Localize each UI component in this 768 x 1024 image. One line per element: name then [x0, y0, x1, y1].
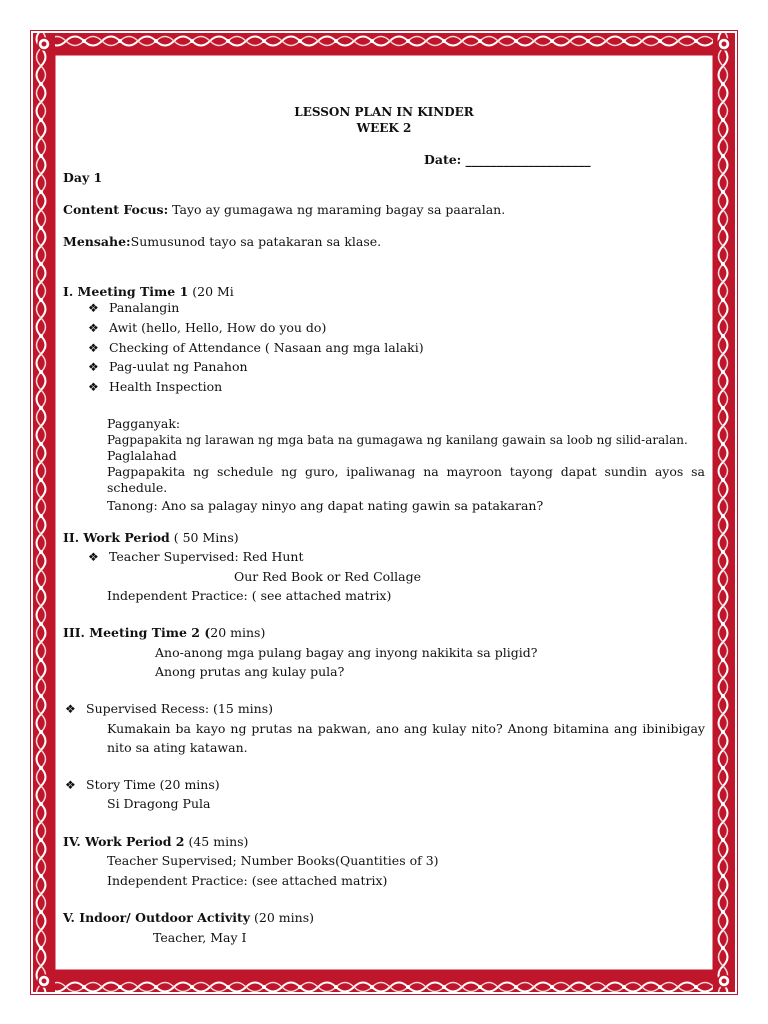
list-item: Pag-uulat ng Panahon	[109, 359, 248, 374]
list-item: Teacher Supervised: Red Hunt	[109, 549, 304, 564]
day-label: Day 1	[63, 170, 103, 185]
content-focus-label: Content Focus:	[63, 202, 169, 217]
diamond-bullet-icon: ❖	[88, 321, 99, 335]
independent-practice: Independent Practice: ( see attached matrix)	[107, 588, 392, 603]
content-focus	[63, 202, 505, 218]
meeting-time-2-title: III. Meeting Time 2 (	[63, 625, 211, 640]
meeting-time-1-title: I. Meeting Time 1	[63, 284, 189, 299]
list-item: Panalangin	[109, 300, 180, 315]
pagganyak-label: Pagganyak:	[107, 416, 181, 431]
content-focus-text: Tayo ay gumagawa ng maraming bagay sa paaralan.	[168, 202, 506, 217]
pagganyak-text: Pagpapakita ng larawan ng mga bata na gumagawa ng kanilang gawain sa loob ng silid-aralan.	[107, 433, 688, 447]
question-1: Ano-anong mga pulang bagay ang inyong nakikita sa pligid?	[155, 645, 538, 660]
paglalahad-label: Paglalahad	[107, 448, 177, 463]
diamond-bullet-icon: ❖	[88, 301, 99, 315]
mensahe-text: Sumusunod tayo sa patakaran sa klase.	[130, 234, 382, 249]
paglalahad-text: Pagpapakita ng schedule ng guro, ipaliwanag na mayroon tayong dapat sundin ayos sa schedule.	[107, 464, 705, 495]
mensahe	[63, 234, 381, 250]
tanong-text: Tanong: Ano sa palagay ninyo ang dapat nating gawin sa patakaran?	[107, 498, 544, 513]
meeting-time-1-duration: (20 Mi	[188, 284, 234, 299]
outdoor-activity-text: Teacher, May I	[153, 930, 247, 945]
list-item: Awit (hello, Hello, How do you do)	[109, 320, 327, 335]
diamond-bullet-icon: ❖	[65, 702, 76, 716]
work-period-2-title: IV. Work Period 2	[63, 834, 185, 849]
meeting-time-1-heading	[63, 284, 234, 300]
outdoor-activity-heading	[63, 910, 314, 926]
diamond-bullet-icon: ❖	[88, 550, 99, 564]
diamond-bullet-icon: ❖	[88, 360, 99, 374]
work-period-2-heading	[63, 834, 248, 850]
list-item: Health Inspection	[109, 379, 223, 394]
list-item: Checking of Attendance ( Nasaan ang mga lalaki)	[109, 340, 424, 355]
story-time-title: Story Time (20 mins)	[86, 777, 220, 792]
meeting-time-2-heading	[63, 625, 265, 641]
work-period-2-duration: (45 mins)	[184, 834, 249, 849]
document-title: LESSON PLAN IN KINDER	[294, 105, 474, 119]
story-time-text: Si Dragong Pula	[107, 796, 211, 811]
outdoor-activity-title: V. Indoor/ Outdoor Activity	[63, 910, 251, 925]
diamond-bullet-icon: ❖	[88, 341, 99, 355]
work-period-2-supervised: Teacher Supervised; Number Books(Quantities of 3)	[107, 853, 439, 868]
diamond-bullet-icon: ❖	[88, 380, 99, 394]
date-field: Date: ____________________	[424, 152, 591, 167]
question-2: Anong prutas ang kulay pula?	[155, 664, 345, 679]
week-label: WEEK 2	[356, 121, 412, 135]
work-period-2-independent: Independent Practice: (see attached matrix)	[107, 873, 388, 888]
diamond-bullet-icon: ❖	[65, 778, 76, 792]
work-period-heading	[63, 530, 239, 546]
list-item-continuation: Our Red Book or Red Collage	[234, 569, 422, 584]
meeting-time-2-duration: 20 mins)	[210, 625, 266, 640]
recess-text: Kumakain ba kayo ng prutas na pakwan, ano ang kulay nito? Anong bitamina ang ibinibigay nito sa ating katawan.	[107, 721, 705, 755]
mensahe-label: Mensahe:	[63, 234, 131, 249]
work-period-title: II. Work Period	[63, 530, 170, 545]
recess-title: Supervised Recess: (15 mins)	[86, 701, 274, 716]
outdoor-activity-duration: (20 mins)	[250, 910, 314, 925]
work-period-duration: ( 50 Mins)	[169, 530, 239, 545]
